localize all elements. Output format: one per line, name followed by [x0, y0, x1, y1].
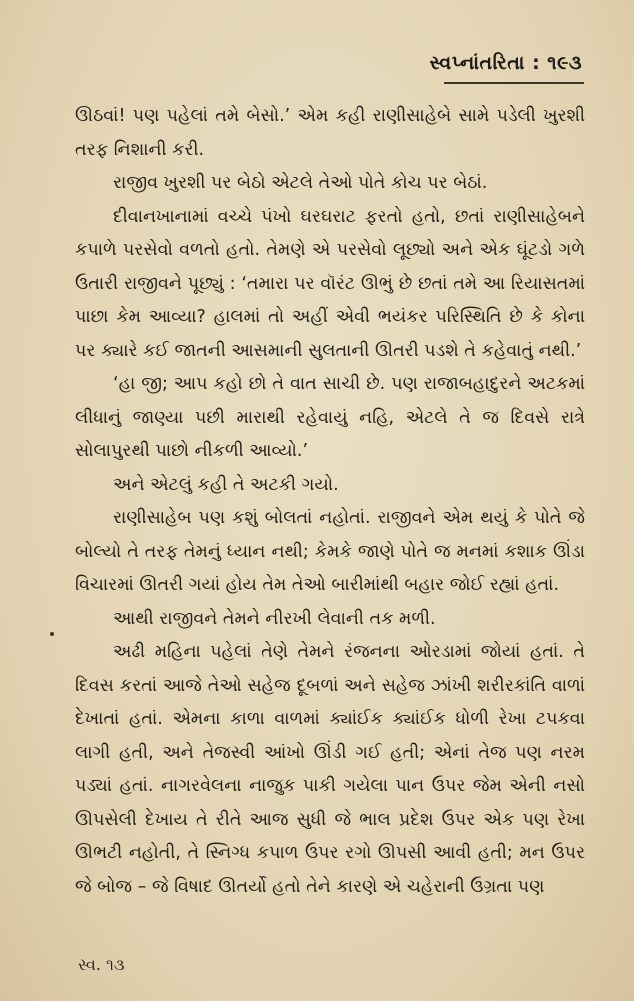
ink-speck	[50, 632, 54, 636]
header-underline	[444, 82, 584, 84]
paragraph-2: રાજીવ ખુરશી પર બેઠો એટલે તેઓ પોતે કોચ પર બેઠાં.	[113, 173, 488, 193]
paragraph-1: ઊઠવાં! પણ પહેલાં તમે બેસો.’ એમ કહી રાણીસાહેબે સામે પડેલી ખુરશી તરફ નિશાની કરી.	[75, 106, 585, 160]
paragraph-5: અને એટલું કહી તે અટકી ગયો.	[113, 474, 339, 495]
running-header: સ્વપ્નાંતરિતા : ૧૯૩	[429, 52, 582, 74]
paragraph-7: આથી રાજીવને તેમને નીરખી લેવાની તક મળી.	[113, 608, 436, 629]
paragraph-6: રાણીસાહેબ પણ કશું બોલતાં નહોતાં. રાજીવને એમ થયું કે પોતે જે બોલ્યો તે તરફ તેમનું ધ્યાન નથી; કેમકે જાણે પોતે જ મનમાં કશાક ઊંડા વિચારમાં ઊતરી ગયાં હોય તેમ તેઓ બારીમાંથી બહાર જોઈ રહ્યાં હતાં.	[75, 508, 585, 595]
paragraph-3: દીવાનખાનામાં વચ્ચે પંખો ઘરઘરાટ ફરતો હતો, છતાં રાણીસાહેબને કપાળે પરસેવો વળતો હતો. તેમણે એ પરસેવો લૂછ્યો અને એક ઘૂંટડો ગળે ઉતારી રાજીવને પૂછ્યું : ‘તમારા પર વૉરંટ ઊભું છે છતાં તમે આ રિયાસતમાં પાછા કેમ આવ્યા? હાલમાં તો અહીં એવી ભયંકર પરિસ્થિતિ છે કે કોના પર ક્યારે કઈ જાતની આસમાની સુલતાની ઊતરી પડશે તે કહેવાતું નથી.’	[75, 206, 585, 361]
signature-mark: સ્વ. ૧૩	[78, 955, 125, 974]
paragraph-4: ‘હા જી; આપ કહો છો તે વાત સાચી છે. પણ રાજાબહાદુરને અટકમાં લીધાનું જાણ્યા પછી મારાથી રહેવાયું નહિ, એટલે તે જ દિવસે રાત્રે સોલાપુરથી પાછો નીકળી આવ્યો.’	[75, 374, 585, 461]
body-text	[75, 100, 585, 904]
paragraph-8: અઢી મહિના પહેલાં તેણે તેમને રંજનના ઓરડામાં જોયાં હતાં. તે દિવસ કરતાં આજે તેઓ સહેજ દૂબળાં અને સહેજ ઝાંખી શરીરકાંતિ વાળાં દેખાતાં હતાં. એમના કાળા વાળમાં ક્યાંઈક ક્યાંઈક ધોળી રેખા ટપકવા લાગી હતી, અને તેજસ્વી આંખો ઊંડી ગઈ હતી; એનાં તેજ પણ નરમ પડ્યાં હતાં. નાગરવેલના નાજુક પાકી ગયેલા પાન ઉપર જેમ એની નસો ઊપસેલી દેખાય તે રીતે આજ સુધી જે ભાલ પ્રદેશ ઉપર એક પણ રેખા ઊભટી નહોતી, તે સ્નિગ્ધ કપાળ ઉપર રગો ઊપસી આવી હતી; મન ઉપર જે બોજ – જે વિષાદ ઊતર્યો હતો તેને કારણે એ ચહેરાની ઉગ્રતા પણ	[75, 642, 585, 897]
